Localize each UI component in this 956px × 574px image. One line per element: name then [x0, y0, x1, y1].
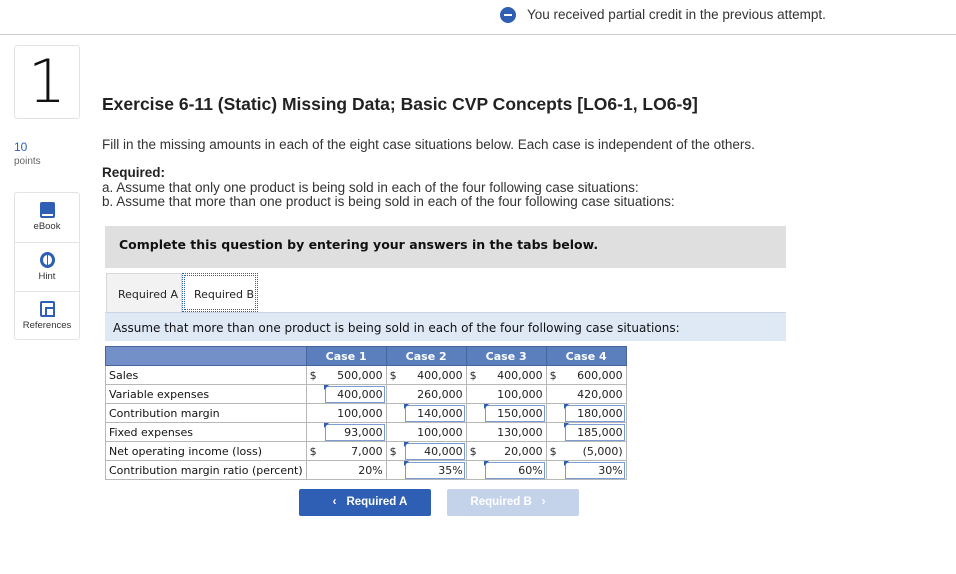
ebook-button[interactable]: [15, 193, 79, 242]
references-label: References: [22, 320, 72, 331]
dollar-sign: [466, 385, 484, 404]
dollar-sign: [466, 461, 484, 480]
tab-required-b[interactable]: Required B: [182, 273, 258, 312]
value-cell: 20%: [324, 461, 386, 480]
dollar-sign: [386, 461, 404, 480]
dollar-sign: [386, 385, 404, 404]
table-header-row: [106, 347, 627, 366]
table-row: [106, 442, 627, 461]
value-cell: 7,000: [324, 442, 386, 461]
references-icon: [40, 301, 55, 317]
value-cell: 130,000: [484, 423, 546, 442]
partial-credit-banner: [0, 0, 956, 35]
dollar-sign: [546, 385, 564, 404]
tab-required-a[interactable]: Required A: [106, 273, 182, 312]
table-row: [106, 385, 627, 404]
row-label: Fixed expenses: [106, 423, 307, 442]
panel-heading: [105, 312, 786, 341]
row-label: Net operating income (loss): [106, 442, 307, 461]
dollar-sign: $: [386, 442, 404, 461]
panel-heading-text: Assume that more than one product is being sold in each of the four following case situations:: [113, 321, 680, 335]
next-required-b-button[interactable]: [447, 489, 579, 516]
value-cell: (5,000): [564, 442, 626, 461]
dollar-sign: $: [546, 366, 564, 385]
dollar-sign: [386, 423, 404, 442]
hint-label: Hint: [38, 271, 56, 282]
row-label: Contribution margin ratio (percent): [106, 461, 307, 480]
answer-input-cell[interactable]: 185,000: [564, 423, 626, 442]
points-label: points: [14, 156, 41, 167]
dollar-sign: [306, 423, 324, 442]
header-case-3: Case 3: [466, 347, 546, 366]
header-blank: [106, 347, 307, 366]
instruction-text: Complete this question by entering your answers in the tabs below.: [119, 237, 599, 252]
dollar-sign: $: [466, 366, 484, 385]
answer-input-cell[interactable]: 150,000: [484, 404, 546, 423]
dollar-sign: $: [306, 366, 324, 385]
dollar-sign: $: [466, 442, 484, 461]
answer-input-cell[interactable]: 180,000: [564, 404, 626, 423]
value-cell: 100,000: [324, 404, 386, 423]
dollar-sign: [546, 404, 564, 423]
prev-button-label: Required A: [346, 496, 408, 508]
answer-input-cell[interactable]: 93,000: [324, 423, 386, 442]
answer-input-cell[interactable]: 40,000: [404, 442, 466, 461]
points-value: 10: [14, 140, 28, 154]
banner-message: You received partial credit in the previous attempt.: [527, 7, 826, 22]
instruction-bar: [105, 226, 786, 268]
header-case-1: Case 1: [306, 347, 386, 366]
next-button-label: Required B: [470, 496, 532, 508]
required-b-text: b. Assume that more than one product is being sold in each of the four following case situations:: [102, 194, 675, 209]
ebook-icon: [40, 202, 55, 218]
hint-button[interactable]: [15, 242, 79, 291]
header-case-4: Case 4: [546, 347, 626, 366]
dollar-sign: $: [386, 366, 404, 385]
intro-text: Fill in the missing amounts in each of the eight case situations below. Each case is independent of the others.: [102, 137, 755, 152]
value-cell: 260,000: [404, 385, 466, 404]
tools-panel: [14, 192, 80, 340]
references-button[interactable]: [15, 291, 79, 340]
dollar-sign: $: [306, 442, 324, 461]
required-a-text: a. Assume that only one product is being sold in each of the four following case situations:: [102, 180, 639, 195]
chevron-right-icon: ›: [541, 496, 546, 508]
answer-input-cell[interactable]: 400,000: [324, 385, 386, 404]
minus-circle-icon: [500, 7, 516, 23]
hint-icon: [40, 252, 55, 268]
chevron-left-icon: ‹: [332, 496, 337, 508]
prev-required-a-button[interactable]: [299, 489, 431, 516]
table-row: [106, 461, 627, 480]
value-cell: 20,000: [484, 442, 546, 461]
dollar-sign: $: [546, 442, 564, 461]
dollar-sign: [306, 385, 324, 404]
value-cell: 400,000: [404, 366, 466, 385]
row-label: Contribution margin: [106, 404, 307, 423]
required-heading: Required:: [102, 165, 166, 180]
row-label: Variable expenses: [106, 385, 307, 404]
value-cell: 400,000: [484, 366, 546, 385]
dollar-sign: [546, 461, 564, 480]
table-row: [106, 404, 627, 423]
table-row: [106, 366, 627, 385]
answer-input-cell[interactable]: 35%: [404, 461, 466, 480]
value-cell: 100,000: [404, 423, 466, 442]
answer-input-cell[interactable]: 140,000: [404, 404, 466, 423]
value-cell: 420,000: [564, 385, 626, 404]
dollar-sign: [466, 404, 484, 423]
dollar-sign: [466, 423, 484, 442]
table-row: [106, 423, 627, 442]
dollar-sign: [546, 423, 564, 442]
value-cell: 600,000: [564, 366, 626, 385]
value-cell: 500,000: [324, 366, 386, 385]
dollar-sign: [306, 404, 324, 423]
ebook-label: eBook: [33, 221, 61, 232]
dollar-sign: [386, 404, 404, 423]
value-cell: 100,000: [484, 385, 546, 404]
answer-input-cell[interactable]: 30%: [564, 461, 626, 480]
cvp-table: [105, 346, 627, 480]
question-number: 1: [14, 45, 80, 119]
row-label: Sales: [106, 366, 307, 385]
answer-input-cell[interactable]: 60%: [484, 461, 546, 480]
header-case-2: Case 2: [386, 347, 466, 366]
dollar-sign: [306, 461, 324, 480]
exercise-title: Exercise 6-11 (Static) Missing Data; Basic CVP Concepts [LO6-1, LO6-9]: [102, 94, 698, 114]
